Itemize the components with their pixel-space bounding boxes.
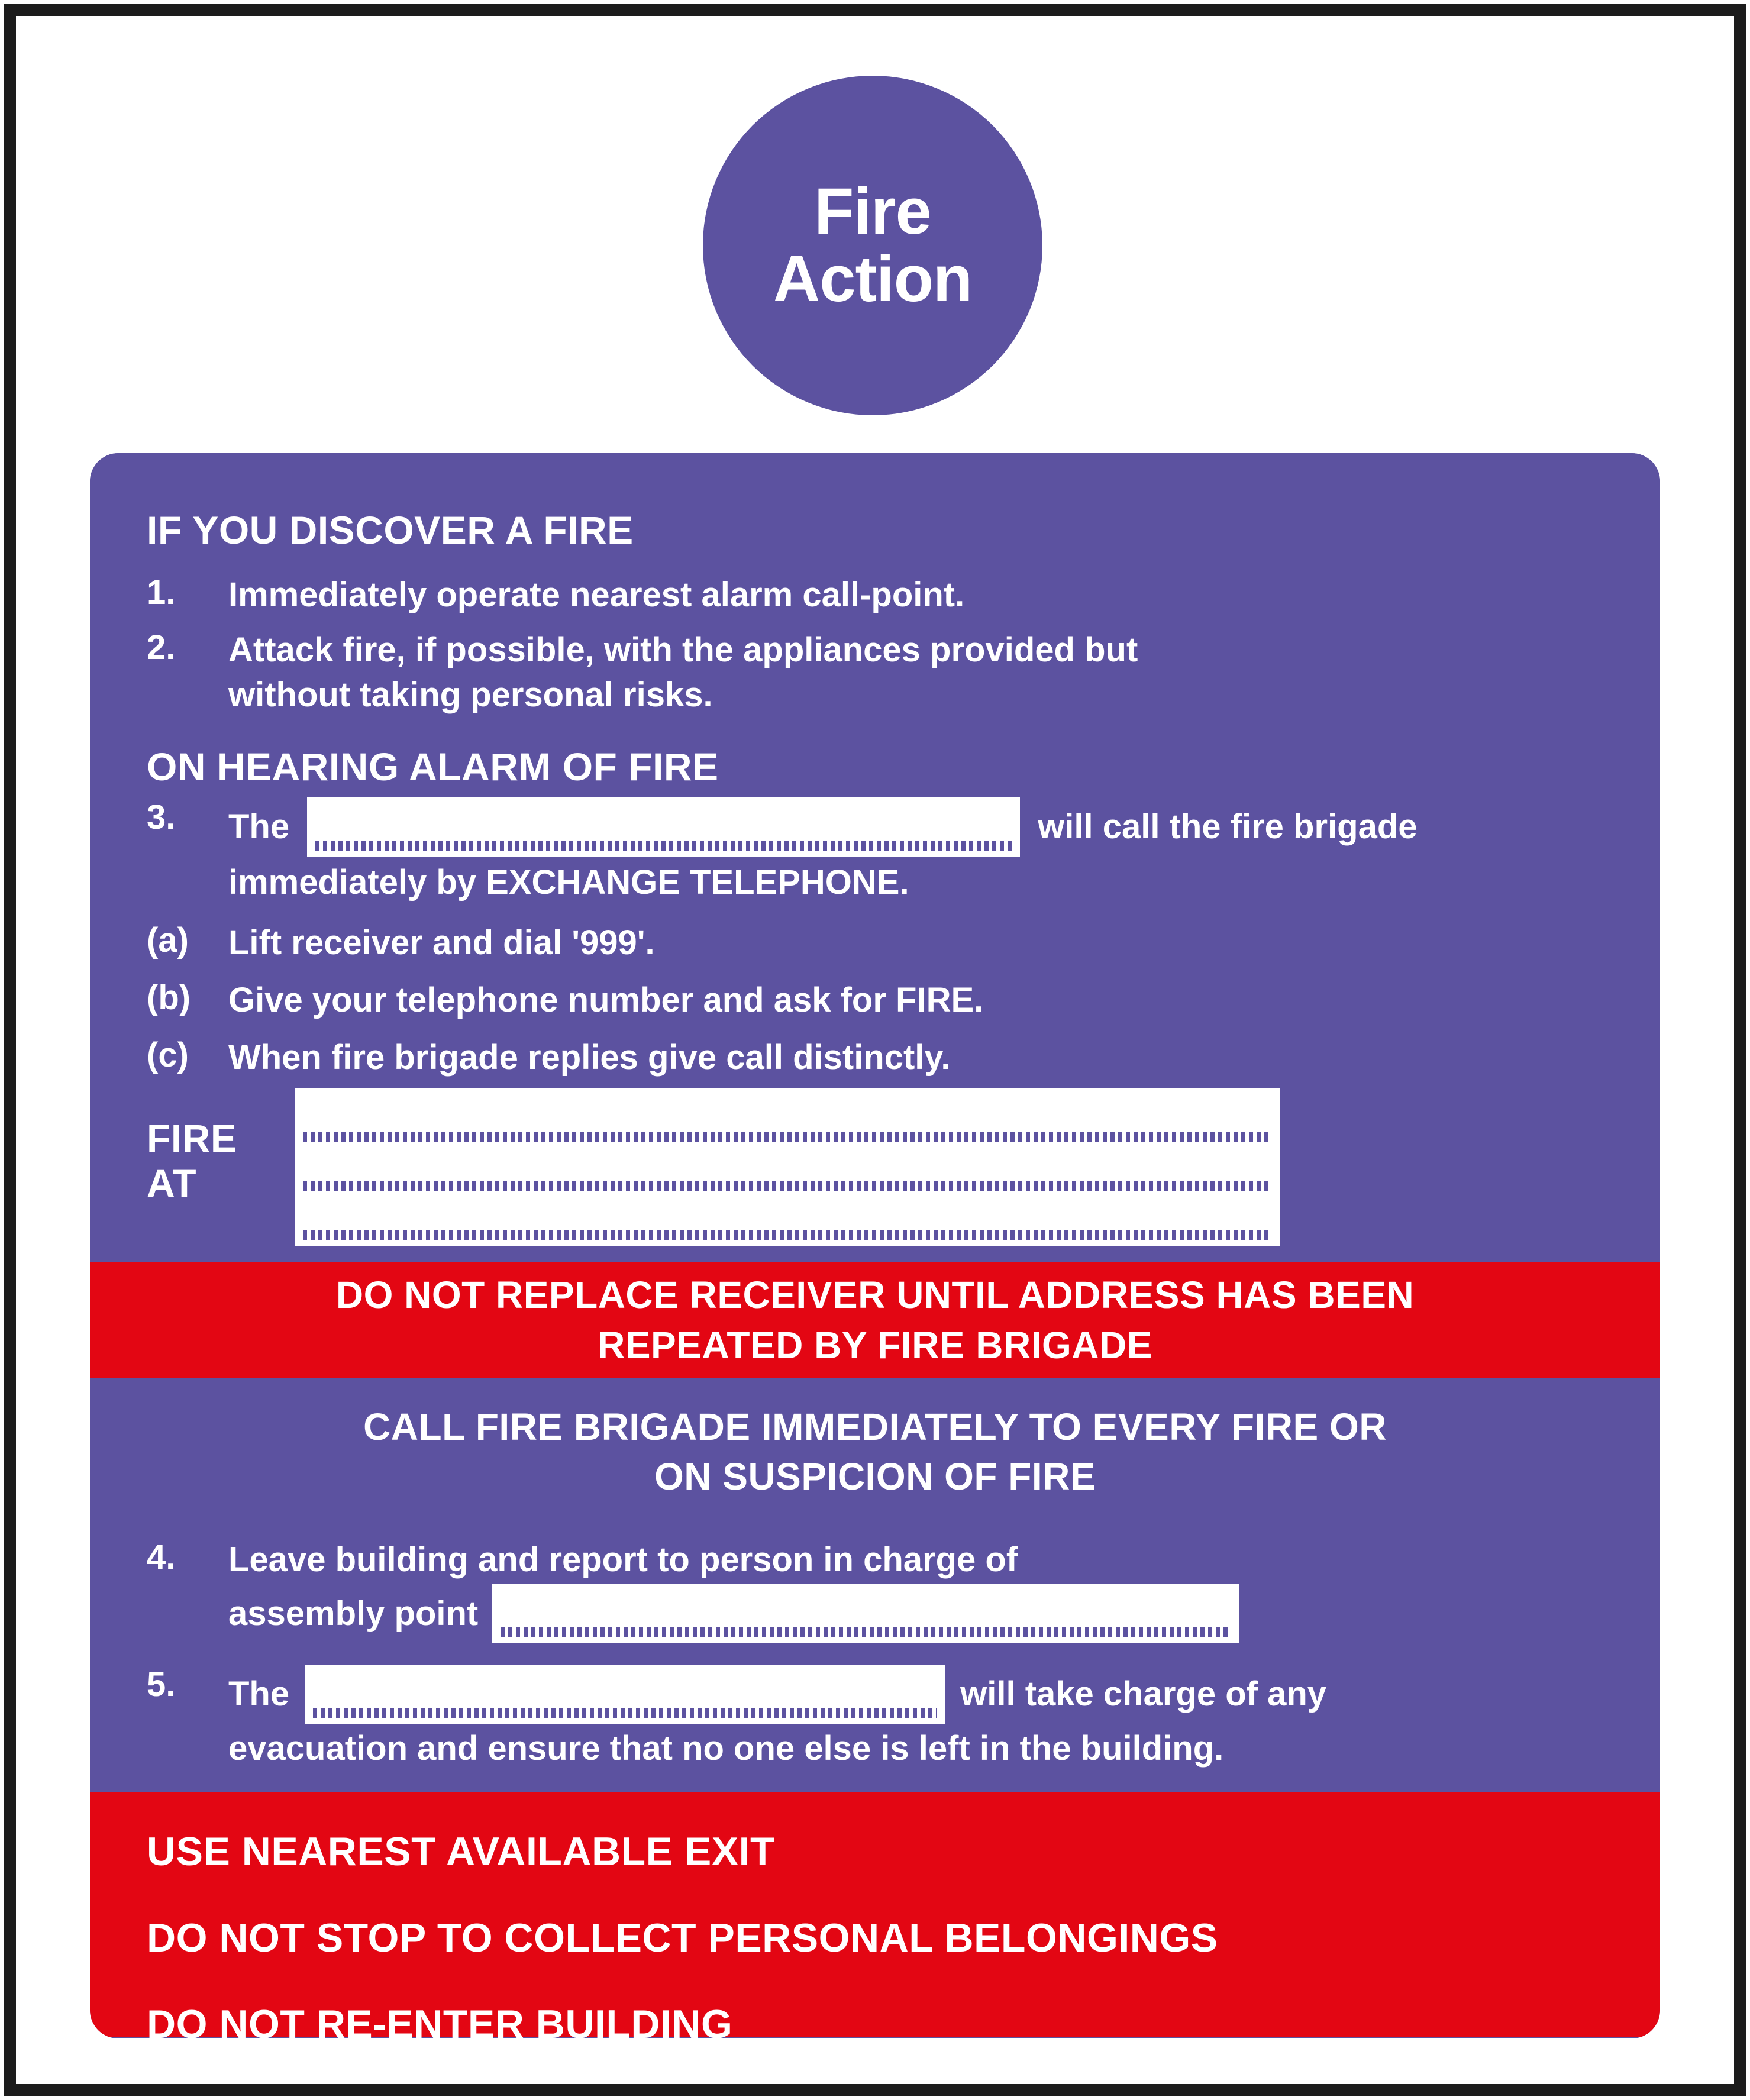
list-item-5 [147,1665,1603,1771]
item-3-body [228,797,1603,904]
assembly-point-dotted-rule [501,1627,1231,1637]
list-item-2 [147,628,1603,717]
item-5-prefix: The [228,1675,290,1714]
evacuation-officer-dotted-rule [313,1708,937,1718]
item-3-prefix: The [228,807,290,847]
item-a-number: (a) [147,920,189,959]
item-4-prefix: assembly point [228,1594,479,1633]
item-2-body [228,628,1603,717]
instructions-panel [90,453,1660,2038]
list-item-3 [147,797,1603,904]
assembly-point-field[interactable] [492,1584,1239,1643]
item-c-number: (c) [147,1036,189,1075]
heading-discover-fire: IF YOU DISCOVER A FIRE [147,508,634,552]
item-b-number: (b) [147,978,191,1017]
item-5-line-2: evacuation and ensure that no one else is left in the building. [228,1729,1224,1768]
badge-title-line-1: Fire [814,175,931,248]
item-3-number: 3. [147,798,176,837]
item-3-line-1 [228,797,1603,857]
red-band-receiver-warning [90,1262,1660,1378]
fill-dotted-rule [315,841,1012,851]
purple-zone-upper [90,453,1660,1262]
item-5-line-1 [228,1665,1603,1724]
fire-action-badge [703,76,1042,415]
list-item-1 [147,573,1603,617]
item-5-number: 5. [147,1665,176,1704]
call-brigade-line-2: ON SUSPICION OF FIRE [654,1455,1096,1498]
footer-line-2: DO NOT STOP TO COLLECT PERSONAL BELONGINGS [147,1915,1218,1961]
item-4-number: 4. [147,1537,176,1576]
evacuation-officer-field[interactable] [305,1665,945,1724]
fire-at-dotted-rule-3 [303,1230,1271,1240]
item-5-suffix: will take charge of any [960,1675,1327,1714]
responsible-person-field[interactable] [307,797,1020,857]
heading-hearing-alarm: ON HEARING ALARM OF FIRE [147,745,719,789]
fire-at-address-field[interactable] [295,1088,1280,1246]
item-3-suffix: will call the fire brigade [1038,807,1418,847]
badge-title-line-2: Action [773,243,973,315]
fire-at-row [147,1088,1603,1262]
item-1-text: Immediately operate nearest alarm call-point. [228,576,965,614]
item-4-body [228,1537,1603,1643]
item-1-number: 1. [147,573,176,612]
list-item-b [147,978,1603,1022]
footer-line-3: DO NOT RE-ENTER BUILDING [147,2002,733,2038]
red-band-line-2: REPEATED BY FIRE BRIGADE [598,1323,1152,1366]
item-3-line-2: immediately by EXCHANGE TELEPHONE. [228,863,909,902]
item-5-body [228,1665,1603,1771]
red-footer-exit-instructions [90,1792,1660,2037]
list-item-a [147,920,1603,965]
red-band-line-1: DO NOT REPLACE RECEIVER UNTIL ADDRESS HAS BEEN [335,1274,1415,1317]
call-brigade-line-1: CALL FIRE BRIGADE IMMEDIATELY TO EVERY FIRE OR [363,1405,1387,1448]
purple-zone-lower [90,1378,1660,1792]
list-item-4 [147,1537,1603,1643]
call-brigade-statement [147,1402,1603,1502]
item-c-text: When fire brigade replies give call distinctly. [228,1038,951,1077]
list-item-c [147,1035,1603,1080]
item-4-line-2 [228,1584,1603,1643]
item-a-text: Lift receiver and dial '999'. [228,923,655,962]
fire-at-dotted-rule-2 [303,1181,1271,1191]
item-2-number: 2. [147,628,176,667]
footer-line-1: USE NEAREST AVAILABLE EXIT [147,1829,776,1875]
item-2-text-line-2: without taking personal risks. [228,675,713,714]
item-2-text-line-1: Attack fire, if possible, with the appliances provided but [228,631,1138,670]
fire-at-dotted-rule-1 [303,1132,1271,1142]
fire-at-label: FIRE AT [147,1116,237,1205]
item-4-line-1: Leave building and report to person in charge of [228,1540,1018,1579]
item-b-text: Give your telephone number and ask for FIRE. [228,980,984,1019]
